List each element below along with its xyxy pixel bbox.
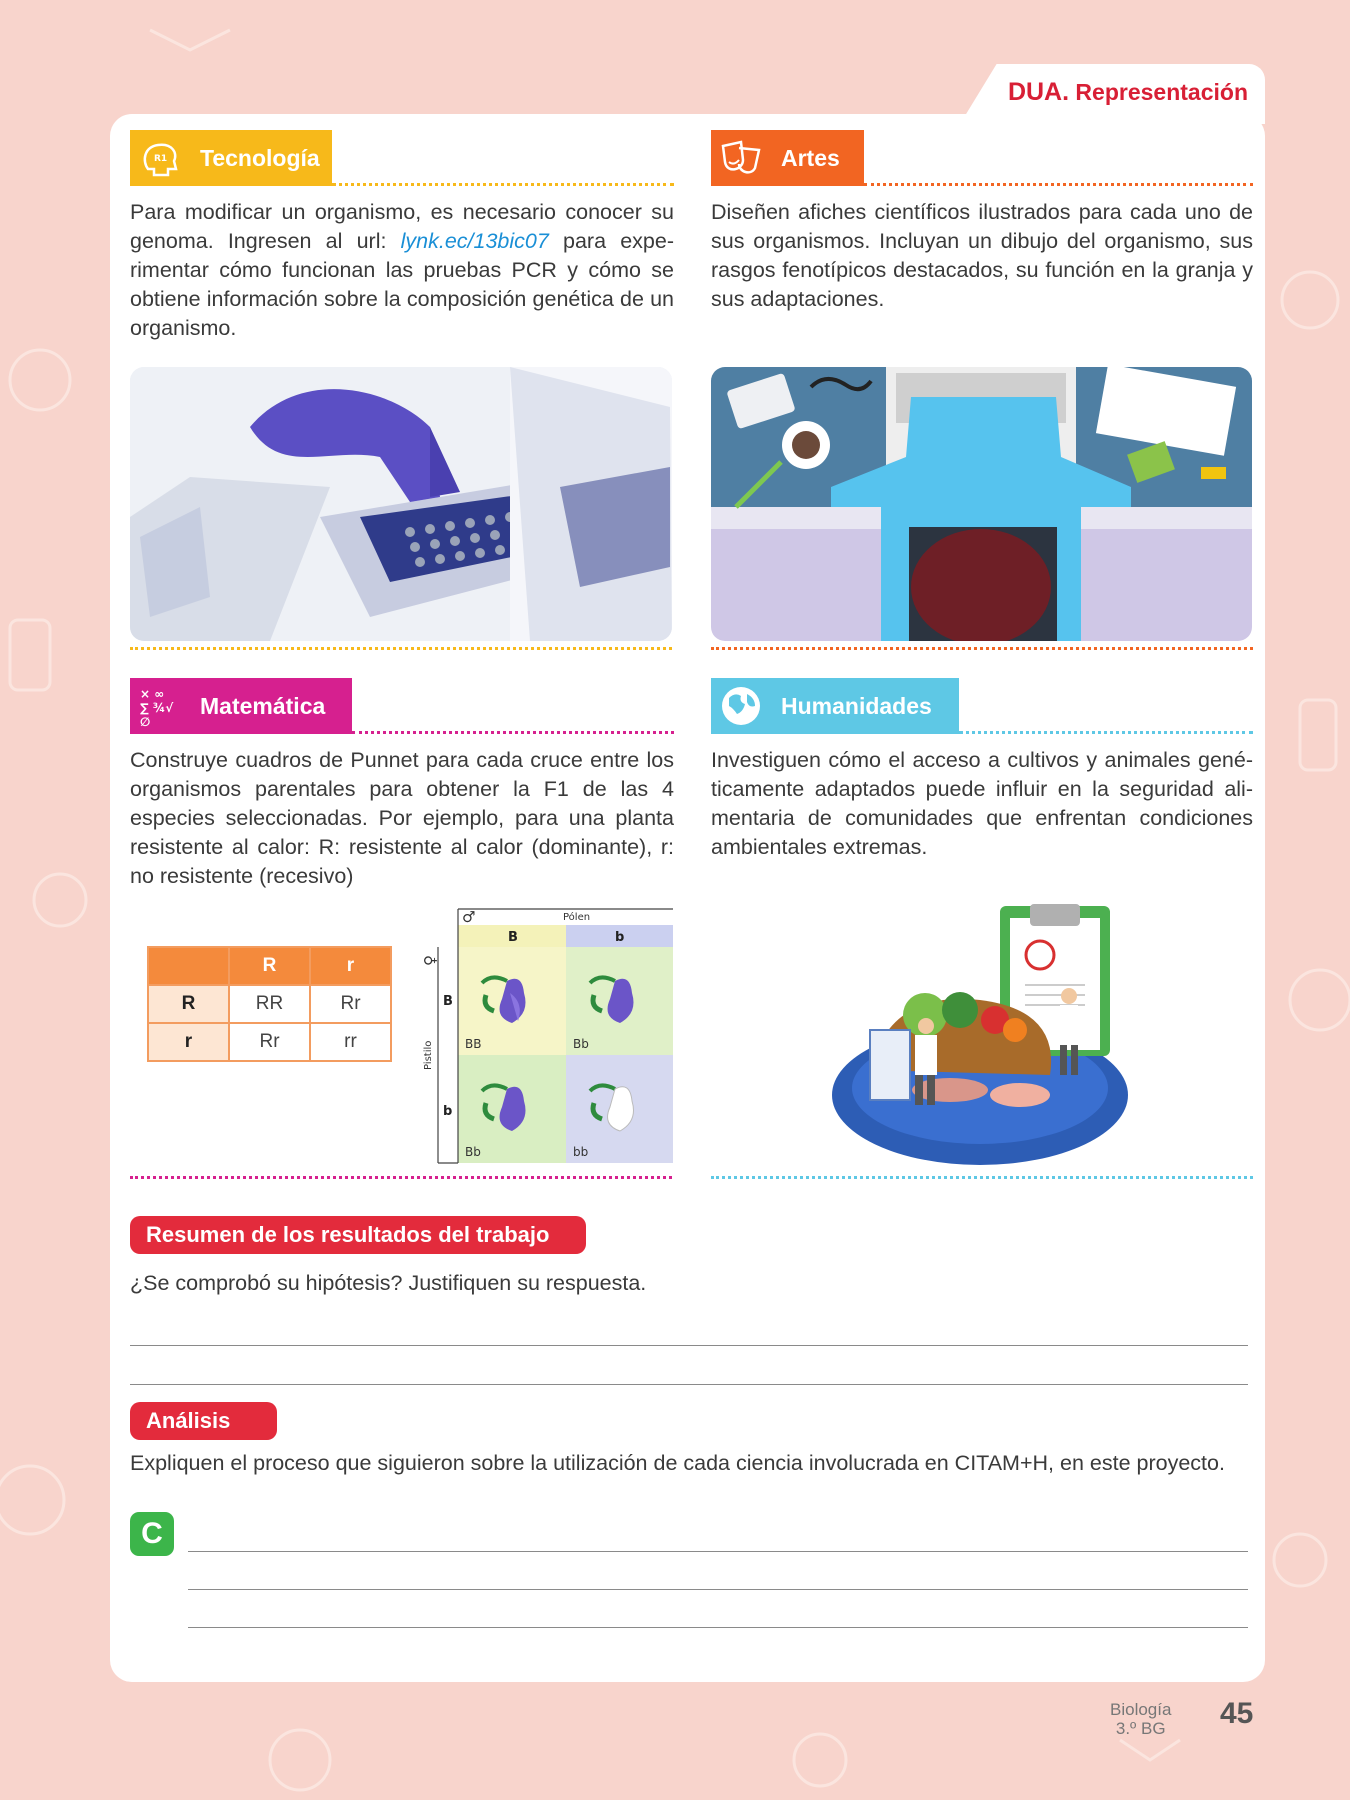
row1-divider-left [130,647,672,650]
humanidades-title-pill [711,678,959,734]
punnett-table [147,946,392,1062]
tecnologia-text [130,198,674,343]
theater-masks-icon [719,138,763,178]
food-safety-illustration [830,900,1130,1170]
c-badge: C [130,1512,174,1556]
row1-divider-right [711,647,1253,650]
analisis-label: Análisis [130,1402,277,1440]
robot-head-icon [138,138,182,178]
section-artes [711,130,1253,314]
cell-genotype: Bb [465,1145,481,1159]
male-symbol: ♂ [462,908,476,926]
pistilo-label: Pistilo [423,1040,434,1070]
svg-text:R1: R1 [154,154,168,164]
col-label: B [508,930,518,945]
resumen-label: Resumen de los resultados del trabajo [130,1216,586,1254]
row-label: b [443,1104,453,1119]
humanidades-title: Humanidades [781,692,932,719]
matematica-divider [352,731,674,734]
math-symbols-icon [138,686,182,726]
artes-text: Diseñen afiches científicos ilustrados para cada uno de sus organismos. Incluyan un dibujo del organismo, sus rasgos fenotípicos destacados, su función en la granja y sus adaptaciones. [711,200,1253,311]
tecnologia-title: Tecnología [200,144,320,171]
svg-text:× ∞: × ∞ [140,687,165,701]
dua-subtitle: Representación [1069,79,1248,105]
page-section-title [1008,78,1248,107]
table-cell: rr [310,1023,391,1061]
cell-genotype: BB [465,1037,482,1051]
col-label: b [615,930,625,945]
humanidades-text: Investiguen cómo el acceso a cultivos y animales genéticamente adaptados puede influir en la seguridad alimentaria de comunidades que enfrentan condiciones ambientales extremas. [711,748,1253,859]
pcr-machine-image [130,367,672,641]
artes-title: Artes [781,144,840,171]
cell-genotype: bb [573,1145,589,1159]
tecnologia-divider [332,183,674,186]
tecnologia-link[interactable]: lynk.ec/13bic07 [400,229,549,253]
section-humanidades [711,678,1253,862]
answer-line[interactable] [188,1627,1248,1628]
answer-line[interactable] [188,1589,1248,1590]
humanidades-divider [959,731,1253,734]
table-header-cell [148,947,229,985]
subject-grade: 3.º BG [1115,1719,1166,1738]
section-matematica [130,678,674,891]
row-label: B [443,994,453,1009]
desk-illustration-image [711,367,1252,641]
dua-label: DUA. [1007,78,1070,106]
female-symbol: ♀ [421,955,439,966]
table-row [148,1023,391,1061]
resumen-question: ¿Se comprobó su hipótesis? Justifiquen su respuesta. [130,1271,647,1295]
punnett-flower-diagram [418,905,673,1165]
polen-label: Pólen [563,912,591,923]
row2-divider-left [130,1176,672,1179]
table-row-header: R [148,985,229,1023]
analisis-question: Expliquen el proceso que siguieron sobre la utilización de cada ciencia involucrada en CITAM+H, en este proyecto. [130,1451,1225,1475]
section-tecnologia [130,130,674,343]
table-row [148,985,391,1023]
svg-text:∅: ∅ [140,715,151,728]
svg-text:∑ ¾√: ∑ ¾√ [140,701,174,715]
tecnologia-text-part: Para modificar un organismo, es necesario conocer su genoma. Ingresen al url: [130,200,674,253]
matematica-title-pill [130,678,352,734]
artes-title-pill [711,130,864,186]
table-header-cell: R [229,947,310,985]
artes-divider [864,183,1253,186]
table-header-cell: r [310,947,391,985]
matematica-title: Matemática [200,692,326,719]
globe-icon [719,686,763,726]
cell-genotype: Bb [573,1037,589,1051]
answer-line[interactable] [130,1384,1248,1385]
page-card [110,114,1265,1682]
row2-divider-right [711,1176,1253,1179]
tecnologia-title-pill [130,130,332,186]
table-row-header: r [148,1023,229,1061]
subject-name: Biología [1110,1700,1172,1719]
table-row [148,947,391,985]
answer-line[interactable] [130,1345,1248,1346]
table-cell: Rr [310,985,391,1023]
footer-subject [1110,1700,1171,1738]
table-cell: RR [229,985,310,1023]
tecnologia-text-part: para experimentar cómo funcionan las pruebas PCR y cómo se obtiene información sobre la composición genética de un organismo. [130,229,674,340]
matematica-text: Construye cuadros de Punnet para cada cruce entre los organismos parentales para obtener la F1 de las 4 especies seleccionadas. Por ejemplo, para una planta resistente al calor: R: resistente al calor (dominante), r: no resistente (recesivo) [130,748,674,888]
table-cell: Rr [229,1023,310,1061]
answer-line[interactable] [188,1551,1248,1552]
page-number: 45 [1220,1697,1254,1730]
